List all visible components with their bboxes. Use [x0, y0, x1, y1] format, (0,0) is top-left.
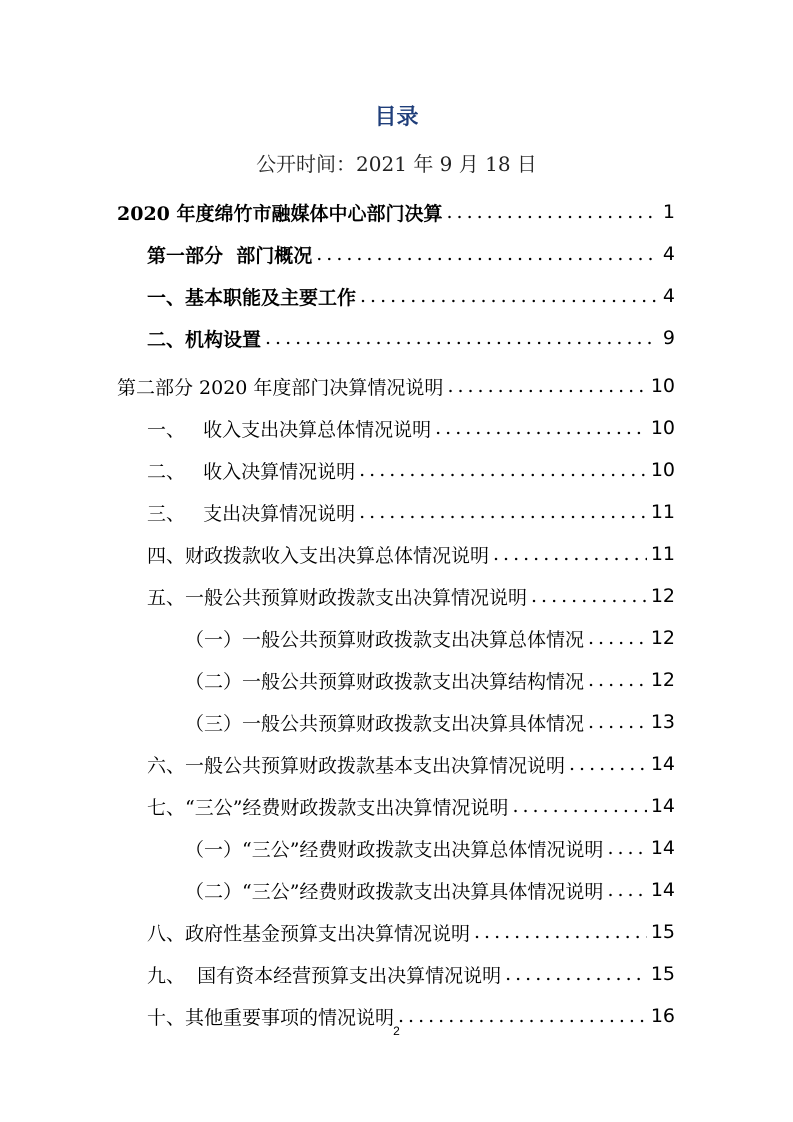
toc-leader-dots — [474, 921, 647, 943]
toc-entry[interactable] — [147, 278, 675, 314]
toc-entry[interactable] — [147, 578, 675, 614]
toc-entry-page: 13 — [650, 711, 675, 733]
toc-entry-page: 4 — [662, 285, 675, 307]
toc-title: 目录 — [374, 105, 419, 130]
toc-entry[interactable] — [117, 194, 675, 230]
toc-entry-label: （二）“三公”经费财政拨款支出决算具体情况说明 — [185, 880, 604, 903]
toc-entry-label: 四、财政拨款收入支出决算总体情况说明 — [147, 544, 490, 567]
toc-leader-dots — [531, 585, 647, 607]
toc-entry-page: 12 — [650, 669, 675, 691]
toc-entry-label: 第一部分 部门概况 — [147, 244, 313, 267]
toc-entry[interactable] — [147, 788, 675, 824]
toc-entry-label: （一）“三公”经费财政拨款支出决算总体情况说明 — [185, 838, 604, 861]
toc-entry[interactable] — [185, 704, 675, 740]
toc-entry-label: 七、“三公”经费财政拨款支出决算情况说明 — [147, 796, 509, 819]
toc-entry-page: 15 — [650, 963, 675, 985]
toc-entry-label: 第二部分 2020 年度部门决算情况说明 — [117, 376, 444, 399]
toc-entry[interactable] — [147, 956, 675, 992]
toc-entry-label: （一）一般公共预算财政拨款支出决算总体情况 — [185, 628, 585, 651]
toc-entry-page: 10 — [650, 417, 675, 439]
toc-leader-dots — [360, 285, 657, 307]
toc-entry[interactable] — [147, 746, 675, 782]
toc-entry[interactable] — [147, 320, 675, 356]
toc-entry[interactable] — [185, 830, 675, 866]
toc-entry-label: 一、 收入支出决算总体情况说明 — [147, 418, 432, 441]
toc-leader-dots — [607, 879, 646, 901]
toc-entry[interactable] — [147, 536, 675, 572]
toc-entry-page: 11 — [650, 543, 675, 565]
toc-entry-label: 六、一般公共预算财政拨款基本支出决算情况说明 — [147, 754, 566, 777]
toc-entry-page: 9 — [662, 327, 675, 349]
toc-entry-page: 10 — [650, 375, 675, 397]
toc-entry[interactable] — [185, 662, 675, 698]
toc-entry-label: 三、 支出决算情况说明 — [147, 502, 356, 525]
toc-entry-page: 10 — [650, 459, 675, 481]
toc-entry-page: 16 — [650, 1005, 675, 1027]
toc-entry[interactable] — [117, 368, 675, 404]
toc-entry[interactable] — [147, 914, 675, 950]
toc-entry-label: 五、一般公共预算财政拨款支出决算情况说明 — [147, 586, 528, 609]
toc-entry[interactable] — [185, 872, 675, 908]
toc-leader-dots — [512, 795, 646, 817]
toc-entry-page: 12 — [650, 585, 675, 607]
toc-entry-page: 4 — [662, 243, 675, 265]
toc-leader-dots — [607, 837, 646, 859]
toc-leader-dots — [569, 753, 647, 775]
toc-entry[interactable] — [147, 452, 675, 488]
toc-entry[interactable] — [147, 236, 675, 272]
toc-leader-dots — [359, 459, 647, 481]
toc-entry-label: 2020 年度绵竹市融媒体中心部门决算 — [117, 202, 443, 225]
toc-entry[interactable] — [147, 494, 675, 530]
toc-entry-page: 14 — [650, 795, 675, 817]
toc-entry-label: （二）一般公共预算财政拨款支出决算结构情况 — [185, 670, 585, 693]
toc-leader-dots — [435, 417, 647, 439]
toc-entry-label: 一、基本职能及主要工作 — [147, 286, 357, 309]
publish-date: 公开时间：2021 年 9 月 18 日 — [256, 152, 537, 176]
toc-entry-page: 15 — [650, 921, 675, 943]
toc-entry-label: 二、 收入决算情况说明 — [147, 460, 356, 483]
toc-entry-page: 12 — [650, 627, 675, 649]
toc-leader-dots — [493, 543, 647, 565]
page-number: 2 — [393, 1024, 400, 1038]
toc-leader-dots — [505, 963, 647, 985]
toc-entry-page: 1 — [662, 201, 675, 223]
toc-leader-dots — [447, 201, 658, 223]
toc-entry-page: 14 — [650, 837, 675, 859]
toc-entry-page: 14 — [650, 879, 675, 901]
toc-leader-dots — [359, 501, 647, 523]
toc-entry-label: 九、 国有资本经营预算支出决算情况说明 — [147, 964, 502, 987]
toc-entry-label: 十、其他重要事项的情况说明 — [147, 1006, 395, 1029]
toc-entry-label: 二、机构设置 — [147, 328, 262, 351]
toc-entry-page: 11 — [650, 501, 675, 523]
toc-entry[interactable] — [147, 410, 675, 446]
toc-leader-dots — [316, 243, 657, 265]
toc-leader-dots — [588, 669, 647, 691]
toc-entry-label: （三）一般公共预算财政拨款支出决算具体情况 — [185, 712, 585, 735]
toc-leader-dots — [588, 627, 647, 649]
toc-entry-page: 14 — [650, 753, 675, 775]
toc-entry[interactable] — [185, 620, 675, 656]
toc-leader-dots — [588, 711, 647, 733]
toc-entry-label: 八、政府性基金预算支出决算情况说明 — [147, 922, 471, 945]
toc-leader-dots — [447, 375, 646, 397]
toc-leader-dots — [265, 327, 657, 349]
